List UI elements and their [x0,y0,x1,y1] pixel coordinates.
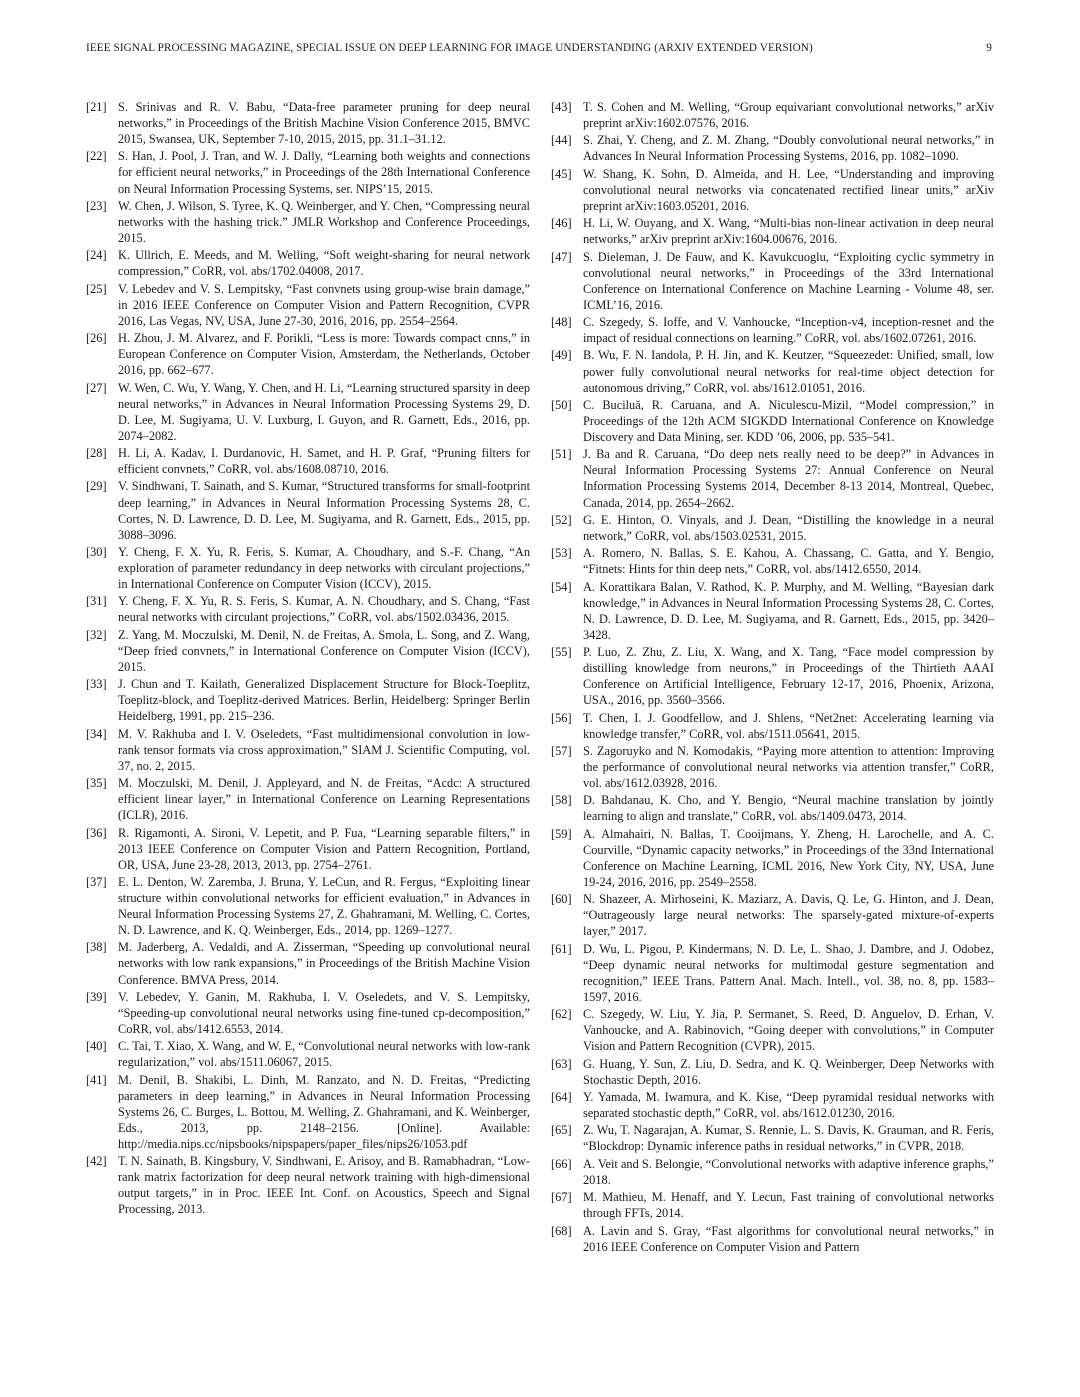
reference-text: D. Wu, L. Pigou, P. Kindermans, N. D. Le, L. Shao, J. Dambre, and J. Odobez, “Deep dynamic neural networks for multimodal gesture segmentation and recognition,” IEEE Trans. Pattern Anal. Mach. Intell., vol. 38, no. 8, pp. 1583–1597, 2016. [583,941,994,1004]
reference-text: C. Tai, T. Xiao, X. Wang, and W. E, “Convolutional neural networks with low-rank regularization,” vol. abs/1511.06067, 2015. [118,1039,530,1070]
reference-number: [59] [551,826,572,841]
reference-text: J. Chun and T. Kailath, Generalized Displacement Structure for Block-Toeplitz, Toeplitz-block, and Toeplitz-derived Matrices. Berlin, Heidelberg: Springer Berlin Heidelberg, 1991, pp. 215–236. [118,677,530,724]
reference-text: W. Wen, C. Wu, Y. Wang, Y. Chen, and H. Li, “Learning structured sparsity in deep neural networks,” in Advances in Neural Information Processing Systems 29, D. D. Lee, M. Sugiyama, U. V. Luxburg, I. Guyon, and R. Garnett, Eds., 2016, pp. 2074–2082. [118,380,530,443]
reference-entry [551,1156,994,1188]
reference-text: H. Zhou, J. M. Alvarez, and F. Porikli, “Less is more: Towards compact cnns,” in European Conference on Computer Vision, Amsterdam, the Netherlands, October 2016, pp. 662–677. [118,331,530,378]
reference-text: W. Shang, K. Sohn, D. Almeida, and H. Lee, “Understanding and improving convolutional neural networks via concatenated rectified linear units,” arXiv preprint arXiv:1603.05201, 2016. [583,166,994,213]
reference-entry [86,247,530,279]
reference-number: [27] [86,380,107,395]
reference-entry [551,446,994,510]
reference-number: [50] [551,397,572,412]
reference-text: Z. Yang, M. Moczulski, M. Denil, N. de Freitas, A. Smola, L. Song, and Z. Wang, “Deep fried convnets,” in International Conference on Computer Vision (ICCV), 2015. [118,627,530,674]
reference-entry [551,249,994,313]
reference-entry [551,792,994,824]
reference-number: [34] [86,726,107,741]
reference-number: [68] [551,1223,572,1238]
reference-text: T. Chen, I. J. Goodfellow, and J. Shlens, “Net2net: Accelerating learning via knowledge transfer,” CoRR, vol. abs/1511.05641, 2015. [583,710,994,741]
reference-text: S. Srinivas and R. V. Babu, “Data-free parameter pruning for deep neural networks,” in Proceedings of the British Machine Vision Conference 2015, BMVC 2015, Swansea, UK, September 7-10, 2015, 2015, pp. 31.1–31.12. [118,100,530,147]
reference-entry [551,644,994,708]
reference-number: [35] [86,776,107,791]
reference-text: Z. Wu, T. Nagarajan, A. Kumar, S. Rennie, L. S. Davis, K. Grauman, and R. Feris, “Blockdrop: Dynamic inference paths in residual networks,” in CVPR, 2018. [583,1123,994,1154]
reference-text: G. E. Hinton, O. Vinyals, and J. Dean, “Distilling the knowledge in a neural network,” CoRR, vol. abs/1503.02531, 2015. [583,512,994,543]
reference-number: [44] [551,133,572,148]
reference-entry [551,545,994,577]
reference-entry [86,445,530,477]
reference-number: [33] [86,677,107,692]
reference-entry [86,198,530,246]
reference-number: [26] [86,331,107,346]
reference-text: C. Buciluă, R. Caruana, and A. Niculescu-Mizil, “Model compression,” in Proceedings of the 12th ACM SIGKDD International Conference on Knowledge Discovery and Data Mining, ser. KDD ’06, 2006, pp. 535–541. [583,397,994,445]
reference-number: [39] [86,989,107,1004]
reference-entry [551,397,994,445]
reference-text: H. Li, A. Kadav, I. Durdanovic, H. Samet, and H. P. Graf, “Pruning filters for efficient convnets,” CoRR, vol. abs/1608.08710, 2016. [118,446,530,477]
reference-entry [551,1089,994,1121]
reference-text: A. Korattikara Balan, V. Rathod, K. P. Murphy, and M. Welling, “Bayesian dark knowledge,” in Advances in Neural Information Processing Systems 28, C. Cortes, N. D. Lawrence, D. D. Lee, M. Sugiyama, and R. Garnett, Eds., 2015, pp. 3420–3428. [583,579,994,642]
reference-number: [37] [86,874,107,889]
reference-number: [28] [86,446,107,461]
reference-text: Y. Cheng, F. X. Yu, R. S. Feris, S. Kumar, A. N. Choudhary, and S. Chang, “Fast neural networks with circulant projections,” CoRR, vol. abs/1502.03436, 2015. [118,594,530,625]
reference-text: A. Veit and S. Belongie, “Convolutional networks with adaptive inference graphs,” 2018. [583,1156,994,1187]
reference-number: [66] [551,1156,572,1171]
reference-text: S. Han, J. Pool, J. Tran, and W. J. Dally, “Learning both weights and connections for efficient neural networks,” in Proceedings of the 28th International Conference on Neural Information Processing Systems, ser. NIPS’15, 2015. [118,149,530,196]
reference-text: M. Jaderberg, A. Vedaldi, and A. Zisserman, “Speeding up convolutional neural networks with low rank expansions,” in Proceedings of the British Machine Vision Conference. BMVA Press, 2014. [118,940,530,987]
reference-text: R. Rigamonti, A. Sironi, V. Lepetit, and P. Fua, “Learning separable filters,” in 2013 IEEE Conference on Computer Vision and Pattern Recognition, Portland, OR, USA, June 23-28, 2013, 2013, pp. 2754–2761. [118,825,530,872]
reference-entry [86,281,530,329]
reference-number: [57] [551,743,572,758]
reference-text: S. Zhai, Y. Cheng, and Z. M. Zhang, “Doubly convolutional neural networks,” in Advances In Neural Information Processing Systems, 2016, pp. 1082–1090. [583,133,994,164]
reference-entry [551,1056,994,1088]
reference-entry [86,544,530,592]
reference-number: [29] [86,479,107,494]
reference-entry [86,1153,530,1217]
reference-text: E. L. Denton, W. Zaremba, J. Bruna, Y. LeCun, and R. Fergus, “Exploiting linear structure within convolutional networks for efficient evaluation,” in Advances in Neural Information Processing Systems 27, Z. Ghahramani, M. Welling, C. Cortes, N. D. Lawrence, and K. Q. Weinberger, Eds., 2014, pp. 1269–1277. [118,874,530,938]
reference-entry [86,874,530,938]
references-left-column [86,99,530,1219]
reference-number: [64] [551,1090,572,1105]
reference-text: P. Luo, Z. Zhu, Z. Liu, X. Wang, and X. Tang, “Face model compression by distilling knowledge from neurons,” in Proceedings of the Thirtieth AAAI Conference on Artificial Intelligence, February 12-17, 2016, Phoenix, Arizona, USA., 2016, pp. 3560–3566. [583,645,994,708]
reference-entry [551,314,994,346]
reference-entry [86,676,530,724]
reference-number: [58] [551,793,572,808]
reference-number: [21] [86,100,107,114]
reference-entry [86,627,530,675]
reference-entry [86,1072,530,1152]
reference-text: S. Zagoruyko and N. Komodakis, “Paying more attention to attention: Improving the performance of convolutional neural networks via attention transfer,” CoRR, vol. abs/1612.03928, 2016. [583,743,994,791]
reference-text: D. Bahdanau, K. Cho, and Y. Bengio, “Neural machine translation by jointly learning to align and translate,” CoRR, vol. abs/1409.0473, 2014. [583,793,994,824]
reference-entry [551,941,994,1005]
reference-text: C. Szegedy, W. Liu, Y. Jia, P. Sermanet, S. Reed, D. Anguelov, D. Erhan, V. Vanhoucke, and A. Rabinovich, “Going deeper with convolutions,” in Computer Vision and Pattern Recognition (CVPR), 2015. [583,1007,994,1054]
reference-number: [45] [551,166,572,181]
reference-entry [551,512,994,544]
reference-number: [42] [86,1154,107,1169]
reference-number: [49] [551,348,572,363]
reference-text: T. S. Cohen and M. Welling, “Group equivariant convolutional networks,” arXiv preprint arXiv:1602.07576, 2016. [583,100,994,131]
reference-entry [551,215,994,247]
reference-text: M. Mathieu, M. Henaff, and Y. Lecun, Fast training of convolutional networks through FFTs, 2014. [583,1190,994,1221]
reference-number: [40] [86,1039,107,1054]
reference-number: [63] [551,1056,572,1071]
reference-number: [55] [551,645,572,660]
reference-text: M. V. Rakhuba and I. V. Oseledets, “Fast multidimensional convolution in low-rank tensor formats via cross approximation,” SIAM J. Scientific Computing, vol. 37, no. 2, 2015. [118,726,530,773]
reference-number: [47] [551,249,572,264]
reference-text: B. Wu, F. N. Iandola, P. H. Jin, and K. Keutzer, “Squeezedet: Unified, small, low power fully convolutional neural networks for real-time object detection for autonomous driving,” CoRR, vol. abs/1612.01051, 2016. [583,348,994,395]
reference-text: S. Dieleman, J. De Fauw, and K. Kavukcuoglu, “Exploiting cyclic symmetry in convolutional neural networks,” in Proceedings of the 33rd International Conference on International Conference on Machine Learning - Volume 48, ser. ICML’16, 2016. [583,249,994,312]
reference-number: [32] [86,627,107,642]
reference-text: V. Sindhwani, T. Sainath, and S. Kumar, “Structured transforms for small-footprint deep learning,” in Advances in Neural Information Processing Systems 28, C. Cortes, N. D. Lawrence, D. D. Lee, M. Sugiyama, and R. Garnett, Eds., 2015, pp. 3088–3096. [118,479,530,542]
reference-entry [551,1189,994,1221]
reference-text: T. N. Sainath, B. Kingsbury, V. Sindhwani, E. Arisoy, and B. Ramabhadran, “Low-rank matrix factorization for deep neural network training with high-dimensional output targets,” in in Proc. IEEE Int. Conf. on Acoustics, Speech and Signal Processing, 2013. [118,1154,530,1217]
reference-number: [25] [86,281,107,296]
reference-number: [48] [551,315,572,330]
reference-entry [551,826,994,890]
reference-entry [86,726,530,774]
reference-text: H. Li, W. Ouyang, and X. Wang, “Multi-bias non-linear activation in deep neural networks,” arXiv preprint arXiv:1604.00676, 2016. [583,216,994,247]
reference-number: [60] [551,892,572,907]
reference-number: [52] [551,512,572,527]
reference-entry [551,710,994,742]
reference-entry [551,132,994,164]
reference-entry [86,380,530,444]
reference-number: [62] [551,1007,572,1022]
reference-text: M. Moczulski, M. Denil, J. Appleyard, and N. de Freitas, “Acdc: A structured efficient linear layer,” in International Conference on Learning Representations (ICLR), 2016. [118,776,530,823]
reference-text: A. Romero, N. Ballas, S. E. Kahou, A. Chassang, C. Gatta, and Y. Bengio, “Fitnets: Hints for thin deep nets,” CoRR, vol. abs/1412.6550, 2014. [583,546,994,577]
reference-text: Y. Yamada, M. Iwamura, and K. Kise, “Deep pyramidal residual networks with separated stochastic depth,” CoRR, vol. abs/1612.01230, 2016. [583,1090,994,1121]
reference-number: [43] [551,100,572,114]
reference-text: G. Huang, Y. Sun, Z. Liu, D. Sedra, and K. Q. Weinberger, Deep Networks with Stochastic Depth, 2016. [583,1056,994,1087]
reference-entry [551,1006,994,1054]
reference-text: C. Szegedy, S. Ioffe, and V. Vanhoucke, “Inception-v4, inception-resnet and the impact of residual connections on learning.” CoRR, vol. abs/1602.07261, 2016. [583,315,994,346]
running-header: IEEE SIGNAL PROCESSING MAGAZINE, SPECIAL ISSUE ON DEEP LEARNING FOR IMAGE UNDERSTANDING (ARXIV EXTENDED VERSION) [86,42,813,54]
reference-text: V. Lebedev, Y. Ganin, M. Rakhuba, I. V. Oseledets, and V. S. Lempitsky, “Speeding-up convolutional neural networks using fine-tuned cp-decomposition,” CoRR, vol. abs/1412.6553, 2014. [118,989,530,1036]
reference-text: A. Almahairi, N. Ballas, T. Cooijmans, Y. Zheng, H. Larochelle, and A. C. Courville, “Dynamic capacity networks,” in Proceedings of the 33nd International Conference on Machine Learning, ICML 2016, New York City, NY, USA, June 19-24, 2016, 2016, pp. 2549–2558. [583,826,994,889]
reference-number: [41] [86,1072,107,1087]
reference-entry [86,330,530,378]
reference-text: N. Shazeer, A. Mirhoseini, K. Maziarz, A. Davis, Q. Le, G. Hinton, and J. Dean, “Outrageously large neural networks: The sparsely-gated mixture-of-experts layer,” 2017. [583,892,994,939]
reference-entry [551,166,994,214]
reference-entry [551,1223,994,1255]
reference-number: [54] [551,579,572,594]
reference-number: [22] [86,149,107,164]
reference-entry [551,347,994,395]
reference-number: [67] [551,1190,572,1205]
reference-number: [24] [86,248,107,263]
reference-number: [36] [86,825,107,840]
reference-entry [551,99,994,131]
reference-number: [53] [551,546,572,561]
reference-number: [46] [551,216,572,231]
reference-entry [551,743,994,791]
reference-entry [86,825,530,873]
reference-entry [86,1038,530,1070]
reference-text: W. Chen, J. Wilson, S. Tyree, K. Q. Weinberger, and Y. Chen, “Compressing neural networks with the hashing trick.” JMLR Workshop and Conference Proceedings, 2015. [118,198,530,245]
reference-number: [31] [86,594,107,609]
reference-number: [61] [551,941,572,956]
reference-number: [56] [551,710,572,725]
reference-entry [551,891,994,939]
reference-entry [86,939,530,987]
reference-number: [23] [86,198,107,213]
reference-entry [86,478,530,542]
reference-number: [30] [86,544,107,559]
reference-entry [86,99,530,147]
reference-number: [65] [551,1123,572,1138]
page-number: 9 [986,42,992,54]
reference-number: [51] [551,447,572,462]
reference-entry [551,579,994,643]
reference-text: V. Lebedev and V. S. Lempitsky, “Fast convnets using group-wise brain damage,” in 2016 IEEE Conference on Computer Vision and Pattern Recognition, CVPR 2016, Las Vegas, NV, USA, June 27-30, 2016, 2016, pp. 2554–2564. [118,281,530,328]
reference-entry [551,1122,994,1154]
reference-text: K. Ullrich, E. Meeds, and M. Welling, “Soft weight-sharing for neural network compression,” CoRR, vol. abs/1702.04008, 2017. [118,248,530,279]
reference-text: Y. Cheng, F. X. Yu, R. Feris, S. Kumar, A. Choudhary, and S.-F. Chang, “An exploration of parameter redundancy in deep networks with circulant projections,” in International Conference on Computer Vision (ICCV), 2015. [118,544,530,592]
reference-entry [86,148,530,196]
reference-number: [38] [86,940,107,955]
reference-entry [86,593,530,625]
references-right-column [551,99,994,1256]
reference-text: A. Lavin and S. Gray, “Fast algorithms for convolutional neural networks,” in 2016 IEEE Conference on Computer Vision and Pattern [583,1223,994,1254]
reference-entry [86,775,530,823]
reference-text: J. Ba and R. Caruana, “Do deep nets really need to be deep?” in Advances in Neural Information Processing Systems 27: Annual Conference on Neural Information Processing Systems 2014, December 8-13 2014, Montreal, Quebec, Canada, 2014, pp. 2654–2662. [583,447,994,510]
reference-entry [86,989,530,1037]
reference-text: M. Denil, B. Shakibi, L. Dinh, M. Ranzato, and N. D. Freitas, “Predicting parameters in deep learning,” in Advances in Neural Information Processing Systems 26, C. Burges, L. Bottou, M. Welling, Z. Ghahramani, and K. Weinberger, Eds., 2013, pp. 2148–2156. [Online]. Available: http://media.nips.cc/nipsbooks/nipspapers/paper_files/nips26/1053.pdf [118,1072,530,1151]
page-header [86,42,992,60]
